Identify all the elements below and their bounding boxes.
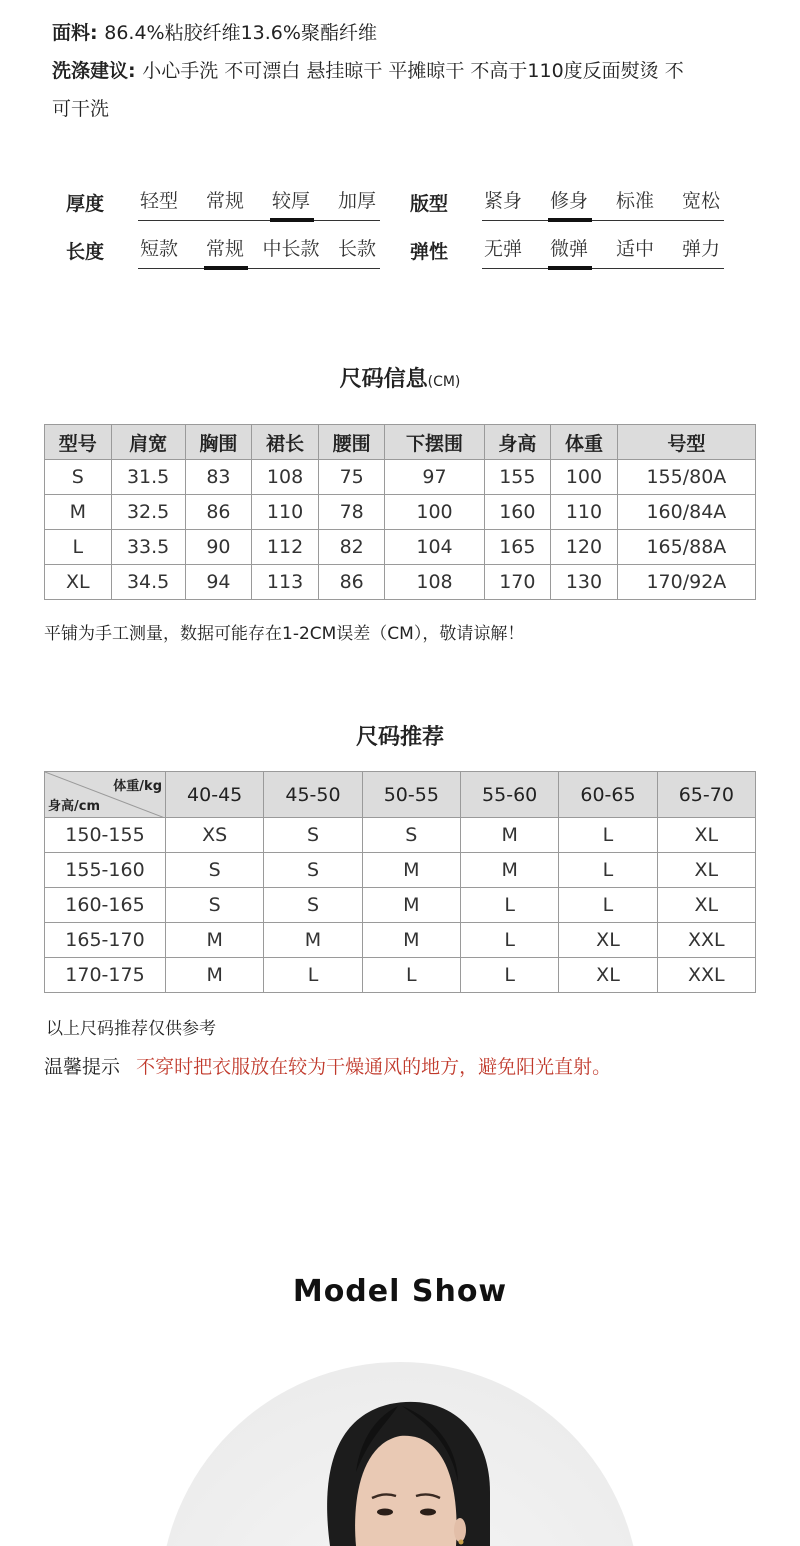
table-row [45,818,756,853]
elasticity-underline [482,268,724,269]
fit-selected-marker [548,218,592,222]
table-cell: S [166,853,264,888]
fabric-value: 86.4%粘胶纤维13.6%聚酯纤维 [104,22,377,44]
table-cell: M [362,923,460,958]
size-recommend-title: 尺码推荐 [355,725,444,750]
table-cell: L [45,530,112,565]
table-cell: 32.5 [111,495,185,530]
table-cell: XXL [657,958,755,993]
table-cell: 112 [252,530,319,565]
elasticity-option: 无弹 [483,238,522,260]
thickness-option-selected: 较厚 [271,190,310,212]
length-underline [138,268,380,269]
fit-option-selected: 修身 [549,190,588,212]
height-cell: 155-160 [45,853,166,888]
size-info-header: 裙长 [252,425,319,460]
table-cell: M [166,958,264,993]
table-cell: XL [45,565,112,600]
table-cell: 75 [318,460,385,495]
table-cell: M [460,818,558,853]
corner-height-label: 身高/cm [48,799,101,814]
size-info-title [0,362,800,393]
elasticity-option-selected: 微弹 [549,238,588,260]
model-show-title: Model Show [292,1274,508,1309]
model-photo [160,1362,640,1546]
height-cell: 165-170 [45,923,166,958]
weight-header: 45-50 [264,772,362,818]
size-info-header: 体重 [551,425,618,460]
table-cell: XL [657,888,755,923]
table-cell: 160 [484,495,551,530]
length-option: 中长款 [262,238,320,260]
cropped-heading-fragment [52,0,172,6]
length-option-selected: 常规 [205,238,244,260]
table-cell: 160/84A [617,495,755,530]
wash-line: 洗涤建议: 小心手洗 不可漂白 悬挂晾干 平摊晾干 不高于110度反面熨烫 不 [52,60,684,82]
tip-text: 不穿时把衣服放在较为干燥通风的地方，避免阳光直射。 [136,1056,612,1078]
height-cell: 160-165 [45,888,166,923]
table-cell: S [45,460,112,495]
fabric-line: 面料: 86.4%粘胶纤维13.6%聚酯纤维 [52,22,377,44]
wash-label: 洗涤建议 [52,60,129,82]
size-info-header: 身高 [484,425,551,460]
table-row [45,853,756,888]
table-cell: S [264,818,362,853]
wash-value: 小心手洗 不可漂白 悬挂晾干 平摊晾干 不高于110度反面熨烫 不 [142,60,684,82]
table-cell: 100 [551,460,618,495]
size-info-header: 胸围 [185,425,252,460]
table-cell: M [166,923,264,958]
table-cell: L [362,958,460,993]
table-cell: 108 [252,460,319,495]
size-info-header-row [45,425,756,460]
table-cell: 165/88A [617,530,755,565]
table-cell: 165 [484,530,551,565]
table-row [45,888,756,923]
weight-header: 50-55 [362,772,460,818]
table-cell: 108 [385,565,484,600]
table-cell: M [362,888,460,923]
table-cell: 83 [185,460,252,495]
table-cell: L [460,888,558,923]
size-info-header: 型号 [45,425,112,460]
table-cell: 97 [385,460,484,495]
corner-weight-label: 体重/kg [113,779,162,794]
thickness-option: 常规 [205,190,244,212]
table-cell: M [45,495,112,530]
thickness-option: 加厚 [337,190,376,212]
size-recommend-table [44,771,756,993]
table-cell: L [460,958,558,993]
size-info-title-text: 尺码信息 [339,367,428,392]
table-cell: 104 [385,530,484,565]
thickness-label: 厚度 [66,193,105,215]
fabric-label: 面料 [52,22,91,44]
fit-label: 版型 [410,193,449,215]
table-cell: M [460,853,558,888]
table-cell: 34.5 [111,565,185,600]
table-cell: XL [657,818,755,853]
table-row [45,958,756,993]
fit-option: 标准 [615,190,654,212]
table-cell: 120 [551,530,618,565]
table-cell: 100 [385,495,484,530]
table-cell: 170 [484,565,551,600]
table-cell: L [264,958,362,993]
table-cell: 110 [551,495,618,530]
tip-line [44,1052,611,1079]
table-row [45,530,756,565]
table-cell: XL [657,853,755,888]
elasticity-label: 弹性 [410,241,449,263]
table-cell: 170/92A [617,565,755,600]
table-cell: M [362,853,460,888]
thickness-underline [138,220,380,221]
table-cell: L [559,818,657,853]
elasticity-option: 弹力 [681,238,720,260]
fit-option: 紧身 [483,190,522,212]
thickness-option: 轻型 [139,190,178,212]
table-row [45,923,756,958]
length-selected-marker [204,266,248,270]
model-photo-illustration [160,1362,640,1546]
table-cell: XS [166,818,264,853]
height-cell: 170-175 [45,958,166,993]
size-info-table [44,424,756,600]
table-cell: M [264,923,362,958]
length-option: 长款 [337,238,376,260]
table-cell: 155 [484,460,551,495]
thickness-selected-marker [270,218,314,222]
table-cell: S [264,888,362,923]
table-cell: S [166,888,264,923]
size-recommend-header-row [45,772,756,818]
table-cell: 155/80A [617,460,755,495]
weight-header: 40-45 [166,772,264,818]
length-label: 长度 [66,241,105,263]
table-cell: 130 [551,565,618,600]
table-cell: 113 [252,565,319,600]
table-cell: L [559,888,657,923]
size-info-header: 号型 [617,425,755,460]
size-info-header: 腰围 [318,425,385,460]
corner-cell [45,772,166,818]
size-info-header: 肩宽 [111,425,185,460]
weight-header: 65-70 [657,772,755,818]
table-row [45,460,756,495]
table-row [45,495,756,530]
size-recommend-note: 以上尺码推荐仅供参考 [46,1019,216,1039]
tip-label: 温馨提示 [44,1056,121,1078]
height-cell: 150-155 [45,818,166,853]
wash-value-cont: 可干洗 [52,98,110,120]
table-cell: L [559,853,657,888]
elasticity-selected-marker [548,266,592,270]
size-info-unit: (CM) [427,374,461,390]
size-info-note: 平铺为手工测量，数据可能存在1-2CM误差（CM），敬请谅解！ [44,624,525,644]
table-cell: 86 [318,565,385,600]
wash-line-2 [52,94,109,121]
table-cell: 78 [318,495,385,530]
weight-header: 55-60 [460,772,558,818]
table-cell: S [264,853,362,888]
table-cell: 110 [252,495,319,530]
table-cell: 94 [185,565,252,600]
elasticity-option: 适中 [615,238,654,260]
table-cell: XL [559,923,657,958]
table-cell: 86 [185,495,252,530]
table-cell: 82 [318,530,385,565]
size-info-header: 下摆围 [385,425,484,460]
weight-header: 60-65 [559,772,657,818]
fit-option: 宽松 [681,190,720,212]
table-cell: XXL [657,923,755,958]
table-cell: 31.5 [111,460,185,495]
fit-underline [482,220,724,221]
table-cell: L [460,923,558,958]
table-cell: 90 [185,530,252,565]
length-option: 短款 [139,238,178,260]
table-row [45,565,756,600]
table-cell: S [362,818,460,853]
table-cell: 33.5 [111,530,185,565]
table-cell: XL [559,958,657,993]
